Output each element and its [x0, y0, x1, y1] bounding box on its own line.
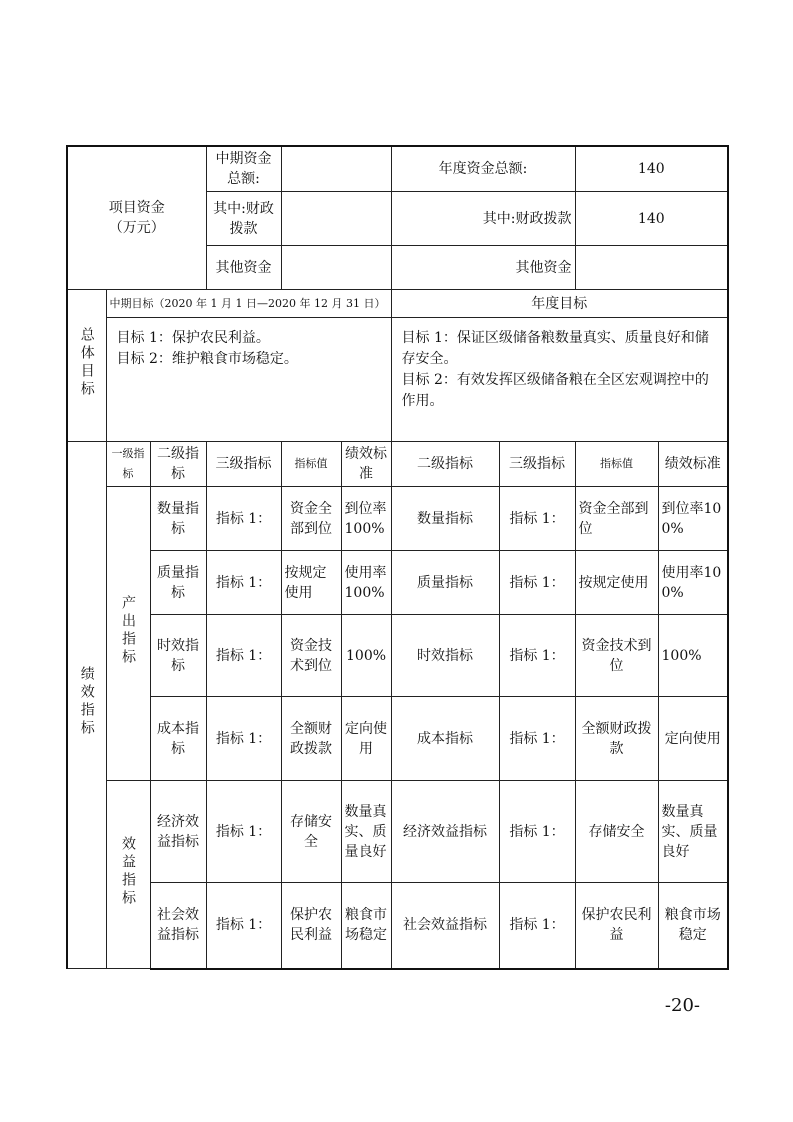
row-standard: 100%: [341, 615, 391, 697]
row-level3: 指标 1：: [206, 697, 281, 781]
mid-other-value: [281, 246, 391, 290]
mid-goal-2: 目标 2：维护粮食市场稳定。: [116, 351, 298, 367]
row-annual-standard: 到位率100%: [658, 487, 728, 551]
row-level3: 指标 1：: [206, 487, 281, 551]
row-level2: 成本指标: [150, 697, 206, 781]
header-level2: 二级指标: [150, 442, 206, 487]
budget-table: [66, 145, 729, 970]
row-value: 全额财政拨款: [281, 697, 341, 781]
header-value: 指标值: [281, 442, 341, 487]
level1-benefit-cell: [106, 781, 150, 969]
funding-label: [67, 146, 206, 290]
header-level1: 一级指标: [106, 442, 150, 487]
header-annual-level2: 二级指标: [391, 442, 499, 487]
row-value: 按规定使用: [281, 551, 341, 615]
mid-total-label: 中期资金总额:: [206, 146, 281, 192]
row-annual-value: 保护农民利益: [575, 883, 658, 969]
table-row: [67, 551, 728, 615]
row-annual-value: 按规定使用: [575, 551, 658, 615]
row-standard: 到位率100%: [341, 487, 391, 551]
level1-output: 产出指标: [120, 594, 136, 667]
annual-fiscal-label: 其中:财政拨款: [391, 192, 575, 246]
row-level3: 指标 1：: [206, 781, 281, 883]
level1-output-cell: [106, 487, 150, 781]
row-annual-value: 资金技术到位: [575, 615, 658, 697]
row-annual-standard: 粮食市场稳定: [658, 883, 728, 969]
row-standard: 使用率100%: [341, 551, 391, 615]
level1-benefit: 效益指标: [120, 835, 136, 908]
header-standard: 绩效标准: [341, 442, 391, 487]
annual-goal-1: 目标 1：保证区级储备粮数量真实、质量良好和储存安全。: [401, 330, 709, 367]
annual-total-label: 年度资金总额:: [391, 146, 575, 192]
funding-label-text: 项目资金（万元）: [108, 200, 165, 236]
annual-goal-2: 目标 2：有效发挥区级储备粮在全区宏观调控中的作用。: [401, 372, 709, 409]
annual-total-value: 140: [575, 146, 728, 192]
row-value: 资金技术到位: [281, 615, 341, 697]
annual-goals: [391, 318, 728, 442]
overall-label-cell: [67, 290, 106, 442]
row-level2: 数量指标: [150, 487, 206, 551]
row-level2: 经济效益指标: [150, 781, 206, 883]
header-annual-standard: 绩效标准: [658, 442, 728, 487]
table-row: [67, 883, 728, 969]
row-annual-standard: 定向使用: [658, 697, 728, 781]
row-annual-standard: 数量真实、质量良好: [658, 781, 728, 883]
table-row: [67, 781, 728, 883]
mid-total-value: [281, 146, 391, 192]
performance-label: 绩效指标: [78, 666, 95, 738]
mid-goal-header: 中期目标（2020 年 1 月 1 日—2020 年 12 月 31 日）: [106, 290, 391, 318]
row-annual-level2: 经济效益指标: [391, 781, 499, 883]
row-annual-level2: 数量指标: [391, 487, 499, 551]
row-annual-level2: 社会效益指标: [391, 883, 499, 969]
performance-label-cell: [67, 442, 106, 969]
annual-other-value: [575, 246, 728, 290]
row-level2: 质量指标: [150, 551, 206, 615]
annual-other-label: 其他资金: [391, 246, 575, 290]
row-level2: 社会效益指标: [150, 883, 206, 969]
overall-label: 总体目标: [78, 326, 95, 399]
row-annual-standard: 100%: [658, 615, 728, 697]
row-annual-level2: 成本指标: [391, 697, 499, 781]
table-row: [67, 615, 728, 697]
row-standard: 定向使用: [341, 697, 391, 781]
mid-goals: [106, 318, 391, 442]
row-annual-level3: 指标 1：: [499, 487, 575, 551]
row-level2: 时效指标: [150, 615, 206, 697]
row-annual-level3: 指标 1：: [499, 697, 575, 781]
annual-fiscal-value: 140: [575, 192, 728, 246]
row-value: 存储安全: [281, 781, 341, 883]
row-standard: 数量真实、质量良好: [341, 781, 391, 883]
row-level3: 指标 1：: [206, 615, 281, 697]
row-annual-level3: 指标 1：: [499, 781, 575, 883]
header-annual-level3: 三级指标: [499, 442, 575, 487]
row-value: 保护农民利益: [281, 883, 341, 969]
row-annual-level3: 指标 1：: [499, 615, 575, 697]
row-annual-level2: 时效指标: [391, 615, 499, 697]
page-number: -20-: [664, 995, 700, 1016]
mid-fiscal-label: 其中:财政拨款: [206, 192, 281, 246]
row-annual-value: 存储安全: [575, 781, 658, 883]
header-annual-value: 指标值: [575, 442, 658, 487]
row-standard: 粮食市场稳定: [341, 883, 391, 969]
mid-other-label: 其他资金: [206, 246, 281, 290]
table-row: [67, 697, 728, 781]
row-annual-level3: 指标 1：: [499, 883, 575, 969]
header-level3: 三级指标: [206, 442, 281, 487]
row-value: 资金全部到位: [281, 487, 341, 551]
row-level3: 指标 1：: [206, 551, 281, 615]
row-level3: 指标 1：: [206, 883, 281, 969]
mid-goal-1: 目标 1：保护农民利益。: [116, 330, 270, 346]
row-annual-standard: 使用率100%: [658, 551, 728, 615]
row-annual-value: 全额财政拨款: [575, 697, 658, 781]
row-annual-level3: 指标 1：: [499, 551, 575, 615]
table-row: [67, 487, 728, 551]
row-annual-value: 资金全部到位: [575, 487, 658, 551]
mid-fiscal-value: [281, 192, 391, 246]
row-annual-level2: 质量指标: [391, 551, 499, 615]
annual-goal-header: 年度目标: [391, 290, 728, 318]
